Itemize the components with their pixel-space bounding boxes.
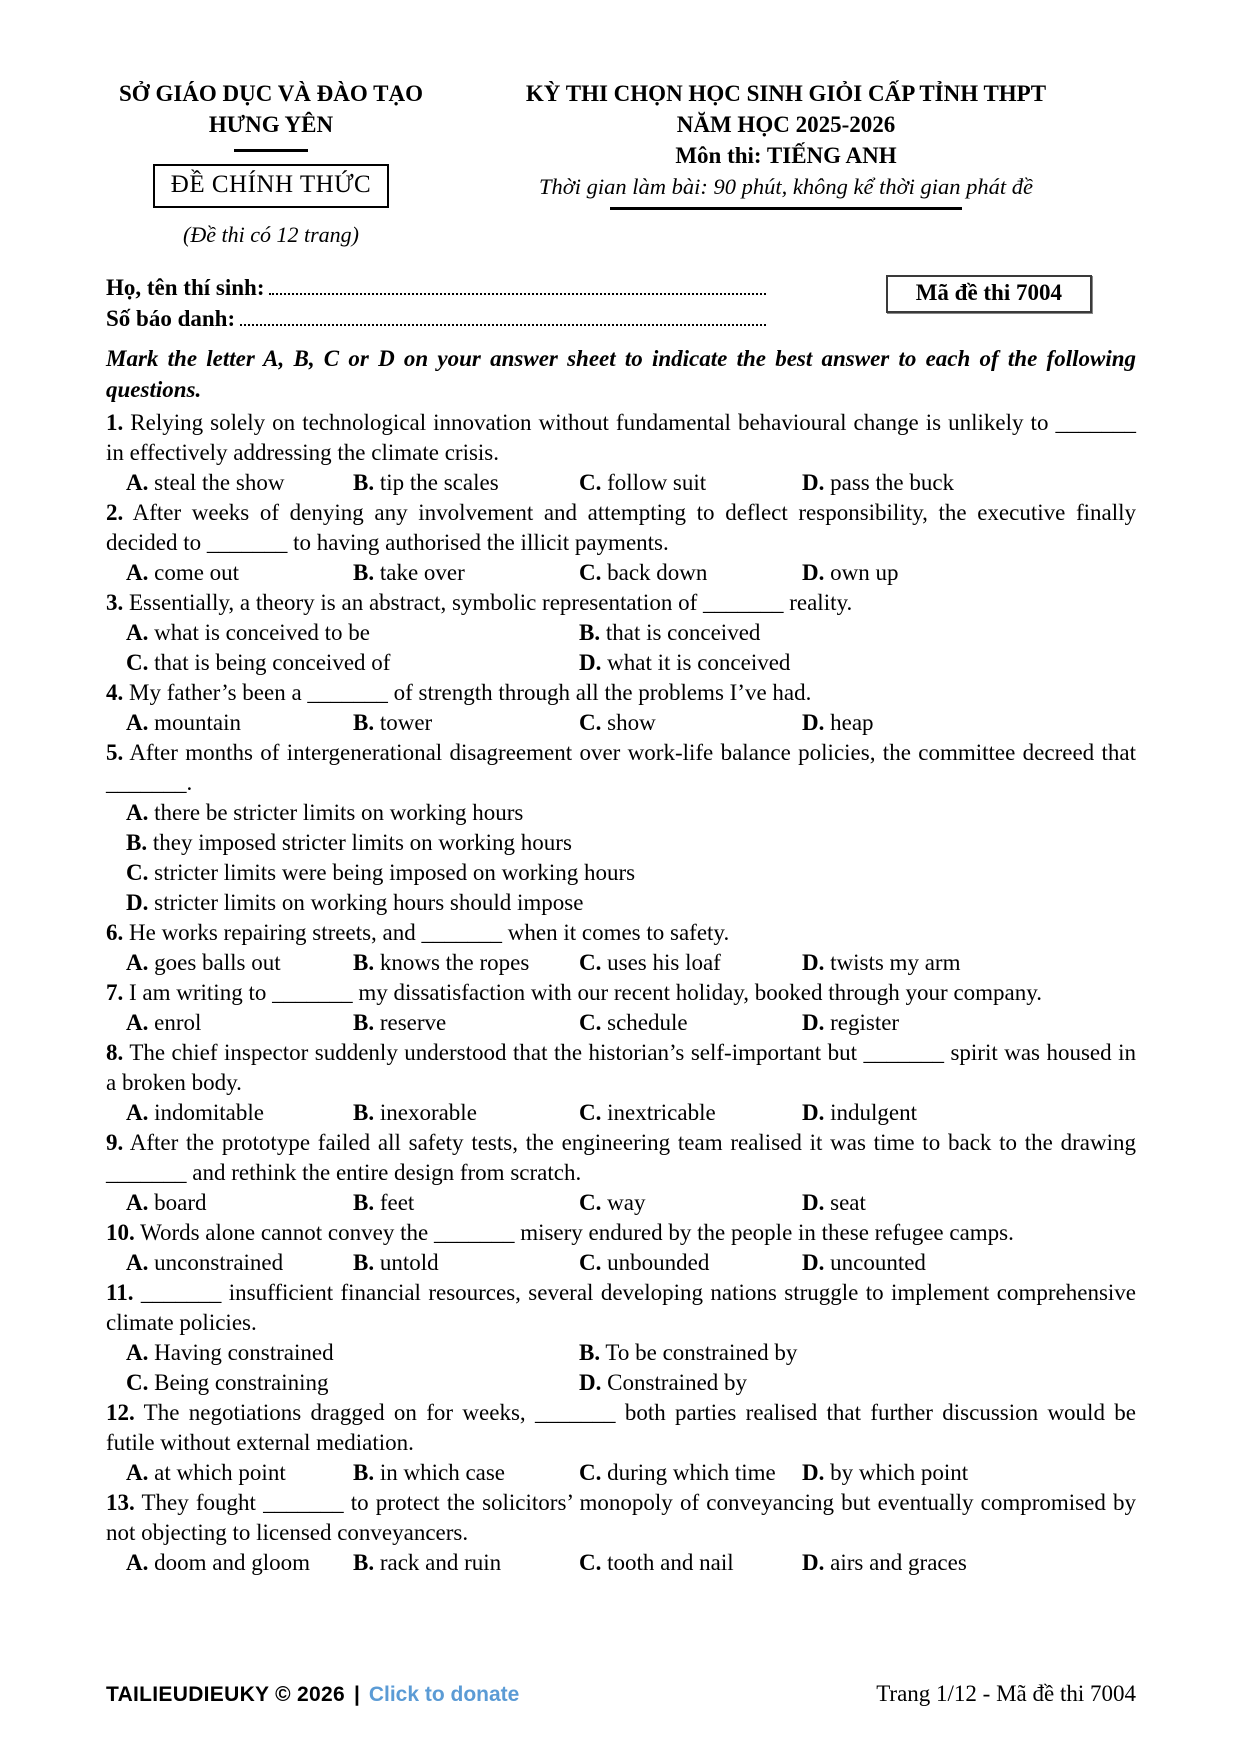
school-year: NĂM HỌC 2025-2026 [676, 112, 896, 137]
question-options [106, 708, 1136, 738]
candidate-info-section [106, 272, 1136, 334]
question-number: 4. [106, 680, 124, 705]
question-item [106, 408, 1136, 498]
question-text: 12. The negotiations dragged on for weeks, _______ both parties realised that further discussion would be futile without external mediation. [106, 1400, 1136, 1455]
question-number: 10. [106, 1220, 135, 1245]
option-C: C. back down [579, 560, 708, 585]
section-instruction: Mark the letter A, B, C or D on your answer sheet to indicate the best answer to each of the following questions. [106, 346, 1136, 402]
question-number: 1. [106, 410, 124, 435]
option-D: D. twists my arm [802, 950, 961, 975]
option-D: D. indulgent [802, 1100, 918, 1125]
option-D: D. airs and graces [802, 1550, 967, 1575]
question-text: 3. Essentially, a theory is an abstract, symbolic representation of _______ reality. [106, 590, 853, 615]
question-options [106, 1458, 1136, 1488]
option-A: A. unconstrained [126, 1250, 284, 1275]
question-options [106, 1098, 1136, 1128]
question-item [106, 918, 1136, 978]
option-B: B. reserve [353, 1010, 447, 1035]
option-B: B. knows the ropes [353, 950, 530, 975]
question-text: 7. I am writing to _______ my dissatisfaction with our recent holiday, booked through your company. [106, 980, 1043, 1005]
question-options [106, 468, 1136, 498]
document-header [106, 78, 1136, 248]
question-number: 2. [106, 500, 124, 525]
exam-duration: Thời gian làm bài: 90 phút, không kể thời gian phát đề [539, 174, 1033, 199]
option-C: C. tooth and nail [579, 1550, 734, 1575]
question-text: 5. After months of intergenerational disagreement over work-life balance policies, the committee decreed that _______. [106, 740, 1136, 795]
option-D: D. uncounted [802, 1250, 926, 1275]
option-B: B. feet [353, 1190, 415, 1215]
question-number: 11. [106, 1280, 134, 1305]
option-A: A. indomitable [126, 1100, 264, 1125]
option-C: C. unbounded [579, 1250, 710, 1275]
option-C: C. that is being conceived of [126, 650, 391, 675]
option-B: B. take over [353, 560, 465, 585]
question-text: 2. After weeks of denying any involvement and attempting to deflect responsibility, the executive finally decided to _______ to having authorised the illicit payments. [106, 500, 1136, 555]
question-options [106, 1008, 1136, 1038]
option-B: B. To be constrained by [579, 1340, 798, 1365]
question-text: 9. After the prototype failed all safety tests, the engineering team realised it was time to back to the drawing _______ and rethink the entire design from scratch. [106, 1130, 1136, 1185]
option-B: B. tower [353, 710, 433, 735]
question-options [106, 1548, 1136, 1578]
option-C: C. during which time [579, 1460, 776, 1485]
option-D: D. pass the buck [802, 470, 955, 495]
questions [106, 408, 1136, 1578]
option-B: B. untold [353, 1250, 439, 1275]
option-D: D. stricter limits on working hours should impose [126, 890, 584, 915]
question-text: 6. He works repairing streets, and _______ when it comes to safety. [106, 920, 730, 945]
header-issuer-block [106, 78, 436, 248]
option-C: C. stricter limits were being imposed on working hours [126, 860, 636, 885]
issuer-province: HƯNG YÊN [208, 112, 334, 137]
option-C: C. Being constraining [126, 1370, 329, 1395]
candidate-name-label: Họ, tên thí sinh: [106, 275, 265, 300]
footer-page-info: Trang 1/12 - Mã đề thi 7004 [876, 1681, 1136, 1706]
question-options [106, 1338, 1136, 1398]
option-C: C. follow suit [579, 470, 707, 495]
question-item [106, 1278, 1136, 1398]
option-D: D. heap [802, 710, 874, 735]
option-A: A. there be stricter limits on working hours [126, 800, 524, 825]
exam-subject: Môn thi: TIẾNG ANH [675, 143, 897, 168]
header-underline-rule [610, 207, 962, 210]
option-D: D. Constrained by [579, 1370, 748, 1395]
question-number: 6. [106, 920, 124, 945]
question-text: 4. My father’s been a _______ of strength through all the problems I’ve had. [106, 680, 812, 705]
question-item [106, 978, 1136, 1038]
candidate-name-row [106, 272, 766, 303]
question-item [106, 1038, 1136, 1128]
question-item [106, 588, 1136, 678]
footer-brand: TAILIEUDIEUKY © 2026 [106, 1683, 345, 1706]
option-D: D. seat [802, 1190, 866, 1215]
option-A: A. Having constrained [126, 1340, 334, 1365]
option-A: A. board [126, 1190, 207, 1215]
question-item [106, 1398, 1136, 1488]
header-exam-block [436, 78, 1136, 210]
candidate-lines [106, 272, 766, 334]
question-item [106, 678, 1136, 738]
candidate-id-label: Số báo danh: [106, 306, 236, 331]
issuer-divider-rule [234, 149, 308, 152]
question-number: 7. [106, 980, 124, 1005]
question-item [106, 1488, 1136, 1578]
candidate-name-fill-line [269, 278, 766, 295]
option-C: C. way [579, 1190, 646, 1215]
question-options [106, 1188, 1136, 1218]
candidate-id-row [106, 303, 766, 334]
question-options [106, 1248, 1136, 1278]
option-A: A. what is conceived to be [126, 620, 370, 645]
question-text: 13. They fought _______ to protect the solicitors’ monopoly of conveyancing but eventually compromised by not objecting to licensed conveyancers. [106, 1490, 1136, 1545]
donate-link[interactable]: Click to donate [368, 1683, 520, 1706]
question-number: 9. [106, 1130, 124, 1155]
option-B: B. in which case [353, 1460, 506, 1485]
exam-code-box: Mã đề thi 7004 [886, 275, 1092, 313]
question-number: 5. [106, 740, 124, 765]
option-B: B. rack and ruin [353, 1550, 502, 1575]
question-options [106, 558, 1136, 588]
pages-note: (Đề thi có 12 trang) [183, 222, 359, 247]
option-D: D. by which point [802, 1460, 969, 1485]
question-options [106, 618, 1136, 678]
option-C: C. schedule [579, 1010, 688, 1035]
option-D: D. what it is conceived [579, 650, 791, 675]
option-A: A. come out [126, 560, 240, 585]
question-number: 3. [106, 590, 124, 615]
question-number: 8. [106, 1040, 124, 1065]
option-A: A. doom and gloom [126, 1550, 311, 1575]
candidate-id-fill-line [240, 309, 766, 326]
option-D: D. register [802, 1010, 900, 1035]
option-D: D. own up [802, 560, 899, 585]
issuer-department: SỞ GIÁO DỤC VÀ ĐÀO TẠO [119, 81, 423, 106]
question-text: 8. The chief inspector suddenly understood that the historian’s self-important but _______ spirit was housed in a broken body. [106, 1040, 1136, 1095]
document-footer [106, 1681, 1136, 1707]
option-B: B. tip the scales [353, 470, 499, 495]
question-text: 10. Words alone cannot convey the _______ misery endured by the people in these refugee camps. [106, 1220, 1014, 1245]
footer-separator: | [353, 1683, 360, 1706]
option-A: A. steal the show [126, 470, 285, 495]
question-item [106, 738, 1136, 918]
option-B: B. inexorable [353, 1100, 477, 1125]
option-A: A. goes balls out [126, 950, 281, 975]
option-B: B. they imposed stricter limits on working hours [126, 830, 572, 855]
question-item [106, 1128, 1136, 1218]
question-number: 12. [106, 1400, 135, 1425]
option-A: A. enrol [126, 1010, 202, 1035]
option-B: B. that is conceived [579, 620, 761, 645]
question-item [106, 1218, 1136, 1278]
option-C: C. show [579, 710, 656, 735]
option-C: C. inextricable [579, 1100, 716, 1125]
question-text: 11. _______ insufficient financial resources, several developing nations struggle to implement comprehensive climate policies. [106, 1280, 1136, 1335]
option-C: C. uses his loaf [579, 950, 721, 975]
option-A: A. at which point [126, 1460, 286, 1485]
question-text: 1. Relying solely on technological innovation without fundamental behavioural change is unlikely to _______ in effectively addressing the climate crisis. [106, 410, 1136, 465]
question-options [106, 948, 1136, 978]
question-number: 13. [106, 1490, 135, 1515]
official-exam-box: ĐỀ CHÍNH THỨC [153, 164, 389, 208]
exam-title: KỲ THI CHỌN HỌC SINH GIỎI CẤP TỈNH THPT [525, 81, 1047, 106]
question-item [106, 498, 1136, 588]
option-A: A. mountain [126, 710, 242, 735]
question-options [106, 798, 1136, 918]
